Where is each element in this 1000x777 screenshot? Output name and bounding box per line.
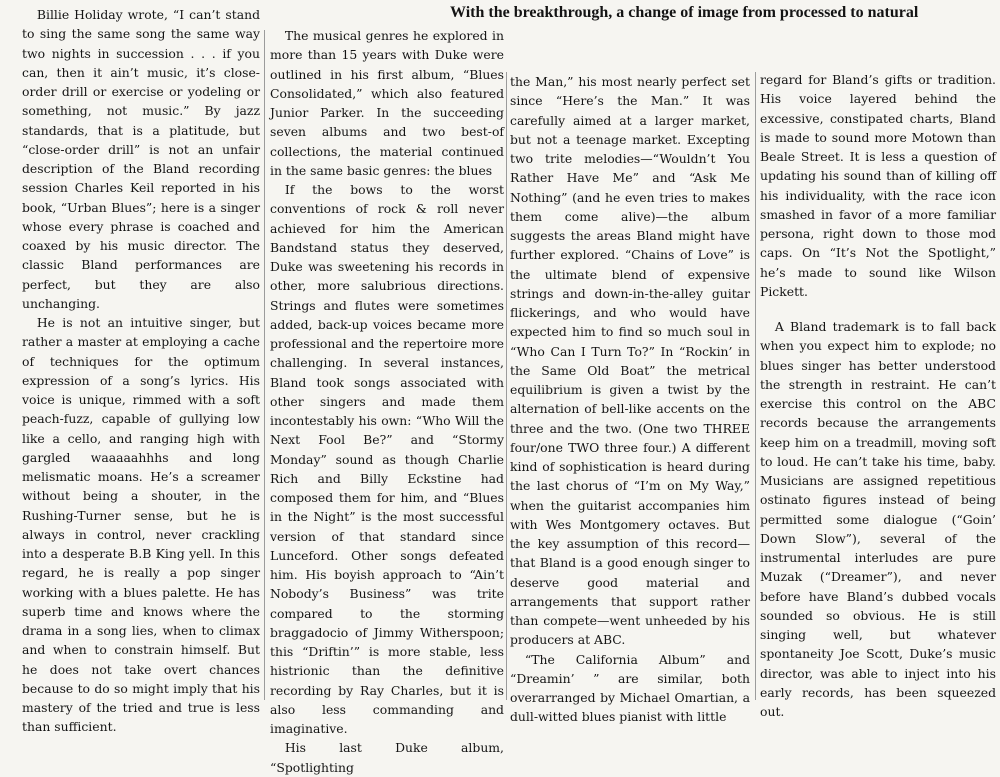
column-1 (22, 5, 260, 735)
column-2 (270, 26, 504, 775)
article-headline: With the breakthrough, a change of image from processed to natural (450, 4, 919, 21)
paragraph: The musical genres he explored in more than 15 years with Duke were outlined in his first album, “Blues Consolidated,” which also featured Junior Parker. In the succeeding seven albums and two best-of collections, the material continued in the same basic genres: the blues (270, 28, 504, 178)
paragraph: A Bland trademark is to fall back when you expect him to explode; no blues singer has better understood the strength in restraint. He can’t exercise this control on the ABC records because the arrangements keep him on a treadmill, moving soft to loud. He can’t take his time, baby. Musicians are assigned repetitious ostinato figures instead of being permitted some dialogue (“Goin’ Down Slow”), several of the instrumental interludes are pure Muzak (“Dreamer”), and never before have Bland’s dubbed vocals sounded so obvious. He is still singing well, but whatever spontaneity Joe Scott, Duke’s music director, was able to inject into his early records, has been squeezed out. (760, 319, 996, 719)
paragraph: the Man,” his most nearly perfect set since “Here’s the Man.” It was carefully aimed at a larger market, but not a teenage market. Excepting two trite melodies—“Wouldn’t You Rather Have Me” and “Ask Me Nothing” (and he even tries to makes them come alive)—the album suggests the areas Bland might have further explored. “Chains of Love” is the ultimate blend of expensive strings and down-in-the-alley guitar flickerings, and who would have expected him to find so much soul in “Who Can I Turn To?” In “Rockin’ in the Same Old Boat” the metrical equilibrium is given a twist by the alternation of bell-like accents on the three and the two. (One two THREE four/one TWO three four.) A different kind of sophistication is heard during the last chorus of “I’m on My Way,” when the guitarist accompanies him with Wes Montgomery octaves. But the key assumption of this record—that Bland is a good enough singer to deserve good material and arrangements that support rather than compete—went unheeded by his producers at ABC. (510, 74, 750, 648)
paragraph: He is not an intuitive singer, but rather a master at employing a cache of techniques for the optimum expression of a song’s lyrics. His voice is unique, rimmed with a soft peach-fuzz, capable of gullying low like a cello, and ranging high with gargled waaaaahhhs and long melismatic moans. He’s a screamer without being a shouter, in the Rushing-Turner sense, but he is always in control, never crackling into a desperate B.B King yell. In this regard, he is really a pop singer working with a blues palette. He has superb time and knows where the drama in a song lies, when to climax and when to constrain himself. But he does not take overt chances because to do so might imply that his mastery of the tried and true is less than sufficient. (22, 315, 260, 735)
column-3 (510, 72, 750, 725)
paragraph: If the bows to the worst conventions of rock & roll never achieved for him the American Bandstand status they deserved, Duke was sweetening his records in other, more salubrious directions. Strings and flutes were sometimes added, back-up voices became more professional and the repertoire more challenging. In several instances, Bland took songs associated with other singers and made them incontestably his own: “Who Will the Next Fool Be?” and “Stormy Monday” sound as though Charlie Rich and Billy Eckstine had composed them for him, and “Blues in the Night” is the most successful version of that standard since Lunceford. Other songs defeated him. His boyish approach to “Ain’t Nobody’s Business” was trite compared to the storming braggadocio of Jimmy Witherspoon; this “Driftin’” is more stable, less histrionic than the definitive recording by Ray Charles, but it is also less commanding and imaginative. (270, 182, 504, 736)
paragraph: “The California Album” and “Dreamin’ ” are similar, both overarranged by Michael Omartian, a dull-witted blues pianist with little (510, 651, 750, 725)
column-divider (755, 72, 756, 700)
paragraph: Billie Holiday wrote, “I can’t stand to sing the same song the same way two nights in succession . . . if you can, then it ain’t music, it’s close-order drill or exercise or yodeling or something, not music.” By jazz standards, that is a platitude, but “close-order drill” is not an unfair description of the Bland recording session Charles Keil reported in his book, “Urban Blues”; here is a singer whose every phrase is coached and coaxed by his music director. The classic Bland performances are perfect, but they are also unchanging. (22, 7, 260, 311)
column-divider (506, 72, 507, 700)
column-4 (760, 70, 996, 719)
column-divider (264, 30, 265, 700)
paragraph: regard for Bland’s gifts or tradition. His voice layered behind the excessive, constipated charts, Bland is made to sound more Motown than Beale Street. It is less a question of updating his sound than of killing off his individuality, with the race icon smashed in favor of a more familiar persona, right down to those mod caps. On “It’s Not the Spotlight,” he’s made to sound like Wilson Pickett. (760, 72, 996, 299)
paragraph: His last Duke album, “Spotlighting (270, 740, 504, 775)
